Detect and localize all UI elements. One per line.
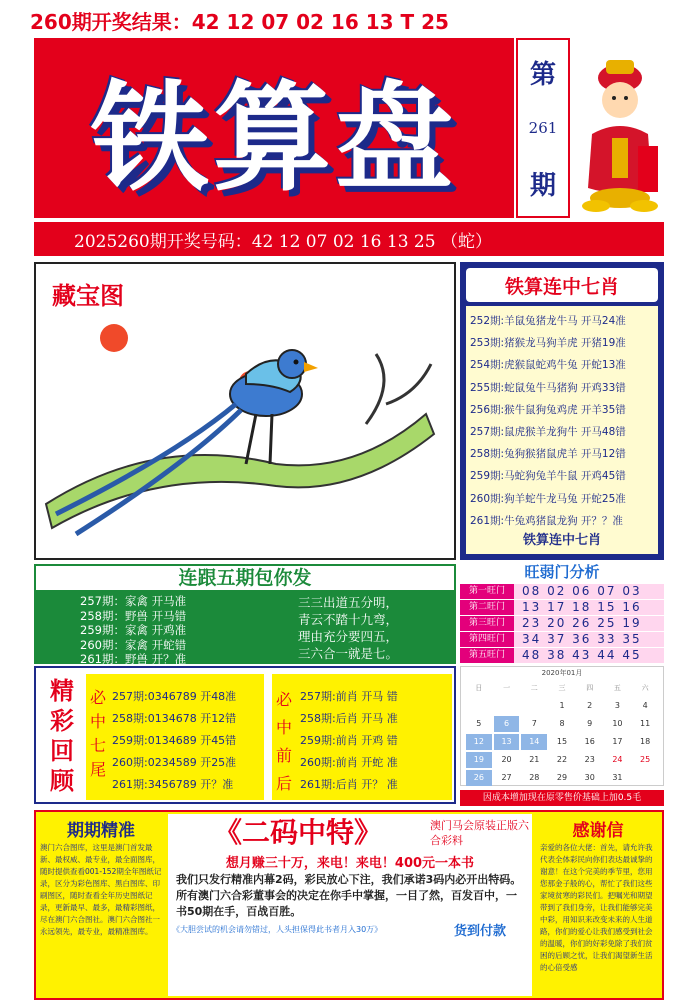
poem-line: 三三出道五分明，	[298, 595, 399, 610]
door-analysis-title: 旺弱门分析	[524, 563, 600, 581]
list-item: 261期:后肖 开？ 准	[300, 778, 398, 791]
list-item: 258期：野兽 开马错	[80, 608, 187, 623]
issue-number: 261	[528, 119, 558, 137]
issue-label-top: 第	[529, 60, 556, 90]
list-item: 254期:虎猴鼠蛇鸡牛兔 开蛇13准	[470, 359, 626, 372]
left-ad-title: 期期精准	[67, 821, 135, 841]
calendar-weekday: 五	[613, 684, 621, 692]
issue-box	[516, 38, 570, 218]
door-row-value: 08 02 06 07 03	[514, 584, 664, 599]
tail-column-label: 必中七尾	[90, 688, 107, 779]
door-row-label: 第五旺门	[460, 648, 514, 663]
front-list	[300, 686, 450, 796]
door-row	[460, 616, 664, 631]
door-row	[460, 584, 664, 599]
door-row	[460, 600, 664, 615]
calendar-day: 7	[531, 719, 537, 728]
calendar-day: 13	[494, 734, 520, 750]
calendar-day: 22	[556, 755, 568, 764]
calendar-day: 28	[529, 773, 540, 782]
calendar-day: 16	[584, 737, 595, 746]
mid-ad-title: 《二码中特》	[213, 816, 382, 849]
calendar-day: 24	[612, 755, 623, 764]
door-row	[460, 648, 664, 663]
door-row-value: 34 37 36 33 35	[514, 632, 664, 647]
calendar-day: 14	[521, 734, 547, 750]
calendar-weekday: 日	[475, 684, 483, 692]
list-item: 256期:猴牛鼠狗兔鸡虎 开羊35错	[470, 403, 626, 416]
calendar-weekday: 六	[641, 684, 649, 692]
thank-letter-title: 感谢信	[572, 821, 624, 841]
list-item: 261期:3456789 开？准	[112, 778, 234, 791]
fortune-god-icon	[572, 38, 668, 218]
calendar-day: 15	[556, 737, 568, 746]
poem-line: 理由充分要四五，	[298, 629, 399, 644]
list-item: 259期：家禽 开鸡准	[80, 623, 187, 637]
door-row-label: 第三旺门	[460, 616, 514, 631]
list-item: 260期：家禽 开蛇错	[80, 637, 187, 652]
list-item: 259期:前肖 开鸡 错	[300, 734, 398, 747]
calendar-day: 6	[494, 716, 520, 732]
issue-label-bottom: 期	[529, 171, 556, 201]
calendar-day: 29	[556, 773, 568, 782]
calendar-day: 11	[640, 719, 651, 728]
list-item: 259期:马蛇狗兔羊牛鼠 开鸡45错	[470, 470, 626, 483]
door-row-value: 23 20 26 25 19	[514, 616, 664, 631]
calendar-day: 10	[612, 719, 623, 728]
cash-on-delivery-label: 货到付款	[454, 924, 507, 939]
calendar-weekday: 三	[558, 684, 566, 692]
poem-line: 三六合一就是七。	[298, 646, 399, 661]
draw-number-bar: 2025260期开奖号码：42 12 07 02 16 13 25 （蛇）	[34, 222, 664, 256]
calendar-day	[466, 698, 492, 714]
poem-line: 青云不踏十九弯，	[298, 612, 399, 627]
calendar-day: 5	[476, 719, 482, 728]
list-item: 257期：家禽 开马准	[80, 594, 187, 608]
calendar-day: 3	[614, 701, 620, 710]
list-item: 260期:狗羊蛇牛龙马兔 开蛇25准	[470, 492, 626, 505]
previous-result-line: 260期开奖结果：42 12 07 02 16 13 T 25	[30, 10, 449, 34]
seven-zodiac-title: 铁算连中七肖	[466, 268, 658, 302]
seven-zodiac-list	[466, 306, 658, 532]
list-item: 257期:前肖 开马 错	[300, 690, 398, 703]
list-item: 255期:蛇鼠兔牛马猪狗 开鸡33错	[470, 381, 626, 394]
door-row-label: 第二旺门	[460, 600, 514, 615]
calendar-day	[494, 698, 520, 714]
list-item: 261期:牛兔鸡猪鼠龙狗 开？？准	[470, 514, 623, 527]
list-item: 253期:猪猴龙马狗羊虎 开猪19准	[470, 337, 626, 350]
calendar-day: 27	[501, 773, 512, 782]
treasure-map-label: 藏宝图	[52, 281, 124, 310]
calendar-day: 19	[466, 752, 492, 768]
calendar-day: 2	[587, 701, 593, 710]
front-column-label: 必中前后	[276, 690, 293, 793]
mid-ad-subtitle: 想月赚三十万，来电！来电！400元一本书	[225, 856, 475, 871]
price-notice: 因成本增加现在原零售价基础上加0.5毛	[460, 790, 664, 806]
calendar-day	[521, 698, 547, 714]
mid-ad-body: 我们只发行精准内幕2码，彩民放心下注，我们承诺3码内必开出特码。所有澳门六合彩董事会的决定在你手中掌握，一目了然，百发百中，一书50期在手，百战百胜。	[176, 873, 522, 918]
list-item: 260期:0234589 开25准	[112, 756, 237, 769]
five-period-title: 连跟五期包你发	[36, 566, 454, 590]
list-item: 261期：野兽 开？准	[80, 652, 187, 666]
door-row-value: 48 38 43 44 45	[514, 648, 664, 663]
calendar-grid	[466, 680, 658, 786]
calendar-day	[632, 770, 658, 786]
calendar-day: 30	[584, 773, 595, 782]
calendar-day: 26	[466, 770, 492, 786]
calendar-weekday: 一	[503, 684, 511, 692]
calendar-day: 23	[584, 755, 595, 764]
calendar-day: 12	[466, 734, 492, 750]
list-item: 258期:兔狗猴猪鼠虎羊 开马12错	[470, 448, 626, 461]
thank-letter-text: 亲爱的各位大佬：首先，请允许我代表全体彩民向你们表达最诚挚的谢意！在这个完美的季节里，您用您那金子般的心，帮忙了我们这些家境贫寒的彩民们。把嘱光和期望带到了我们身旁，让我们能够完美中彩，用知识来改变未来的人生道路，你们的爱心让我们感受到社会的温暖，你们的好彩免除了我们贫困的后顾之忧，让我们渴望新生活的心倍受感	[540, 843, 653, 972]
calendar-day: 31	[612, 773, 623, 782]
list-item: 258期:0134678 开12错	[112, 712, 237, 725]
calendar-day: 8	[559, 719, 565, 728]
list-item: 258期:后肖 开马 准	[300, 712, 398, 725]
mid-ad-side: 澳门马会原装正版六合彩料	[430, 819, 529, 847]
calendar-day: 25	[640, 755, 651, 764]
calendar-day: 4	[642, 701, 648, 710]
calendar-day: 17	[612, 737, 623, 746]
door-row-label: 第一旺门	[460, 584, 514, 599]
five-period-poem	[298, 594, 448, 662]
door-row	[460, 632, 664, 647]
calendar-day: 21	[529, 755, 540, 764]
list-item: 259期:0134689 开45错	[112, 734, 237, 747]
calendar-weekday: 四	[586, 684, 594, 692]
calendar-day: 1	[559, 701, 565, 710]
review-label: 精彩回顾	[50, 676, 74, 795]
tail-list	[112, 686, 264, 796]
list-item: 257期:鼠虎猴羊龙狗牛 开马48错	[470, 425, 626, 438]
list-item: 257期:0346789 开48准	[112, 690, 237, 703]
list-item: 260期:前肖 开蛇 准	[300, 756, 398, 769]
calendar-day: 18	[640, 737, 651, 746]
five-period-list	[80, 594, 290, 667]
list-item: 252期:羊鼠兔猪龙牛马 开马24准	[470, 315, 626, 327]
calendar-weekday: 二	[530, 684, 538, 692]
seven-zodiac-footer: 铁算连中七肖	[466, 530, 658, 554]
calendar-day: 20	[501, 755, 512, 764]
door-row-value: 13 17 18 15 16	[514, 600, 664, 615]
calendar-title: 2020年01月	[541, 669, 583, 677]
mid-ad-footer: 《大胆尝试的机会请勿错过，人头担保得此书者月入30万》	[172, 925, 383, 934]
door-row-label: 第四旺门	[460, 632, 514, 647]
calendar-day: 9	[587, 719, 593, 728]
left-ad-text: 澳门六合图库，这里是澳门首发最新、最权威、最专业，最全面图库，随时提供查看001-152期全年图纸记录，区分为彩色图库、黑白图库、印刷图区，随时查看全年历史图纸记录，更新最早、最多，最精彩图纸，尽在澳门六合图社。澳门六合图社一永远领先，最专业，最精准图库。	[40, 843, 162, 936]
page-title: 铁算盘	[90, 68, 457, 207]
